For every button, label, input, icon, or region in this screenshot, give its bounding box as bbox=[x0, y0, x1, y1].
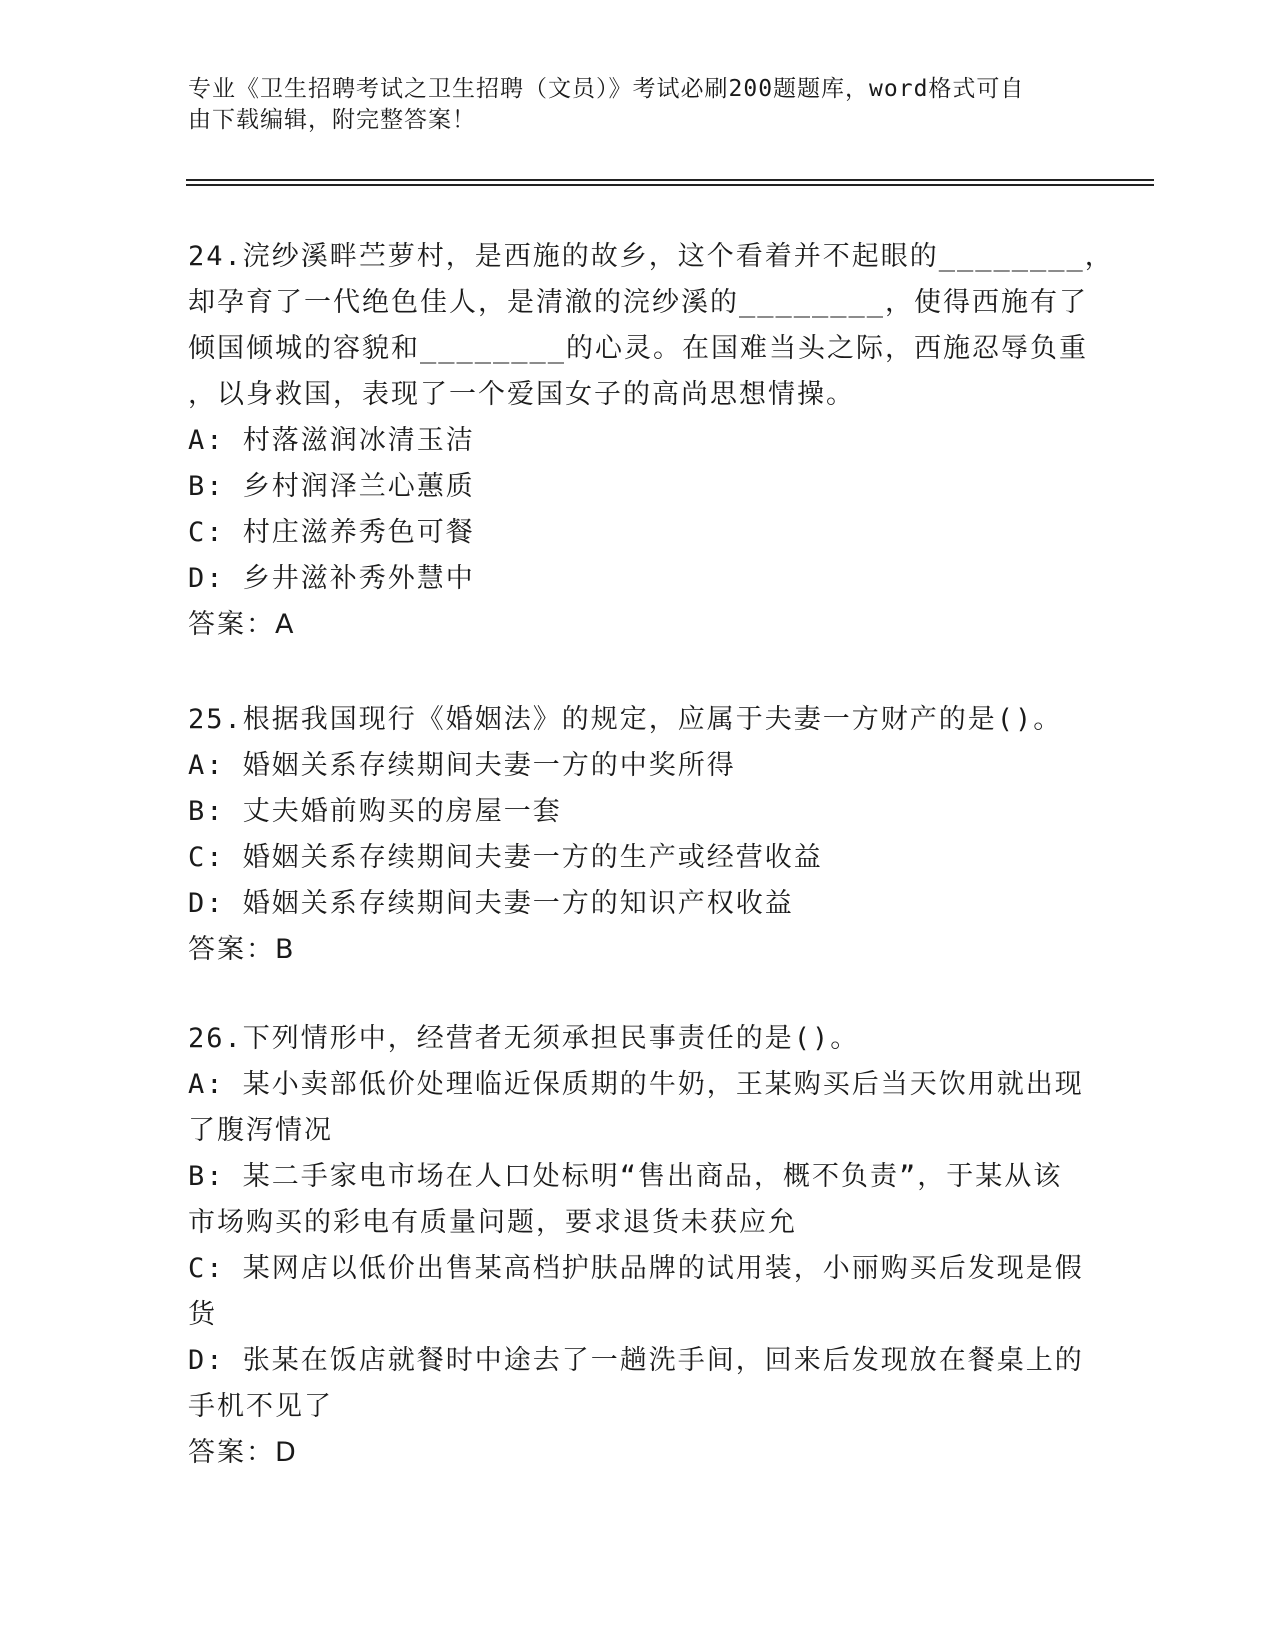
option-d: D: 婚姻关系存续期间夫妻一方的知识产权收益 bbox=[188, 888, 794, 919]
answer-label: 答案：D bbox=[188, 1437, 298, 1468]
option-b: B: 乡村润泽兰心蕙质 bbox=[188, 471, 475, 502]
question-stem-line: 26.下列情形中，经营者无须承担民事责任的是()。 bbox=[188, 1023, 860, 1054]
header-rule-bottom bbox=[186, 184, 1154, 186]
option-b: B: 丈夫婚前购买的房屋一套 bbox=[188, 796, 562, 827]
header-line-2: 由下载编辑，附完整答案！ bbox=[188, 107, 476, 133]
option-b-continued: 市场购买的彩电有质量问题，要求退货未获应允 bbox=[188, 1207, 797, 1238]
option-d-continued: 手机不见了 bbox=[188, 1391, 333, 1422]
answer-label: 答案：B bbox=[188, 934, 296, 965]
option-c-continued: 货 bbox=[188, 1299, 217, 1330]
question-26 bbox=[188, 1016, 1084, 1476]
question-stem-line: 24.浣纱溪畔苎萝村，是西施的故乡，这个看着并不起眼的________， bbox=[188, 241, 1114, 272]
question-stem-line: 却孕育了一代绝色佳人，是清澈的浣纱溪的________，使得西施有了 bbox=[188, 287, 1089, 318]
header-rule-top bbox=[186, 179, 1154, 181]
question-stem-line: ，以身救国，表现了一个爱国女子的高尚思想情操。 bbox=[188, 379, 855, 410]
option-a: A: 婚姻关系存续期间夫妻一方的中奖所得 bbox=[188, 750, 736, 781]
document-header bbox=[188, 74, 1068, 136]
option-a: A: 村落滋润冰清玉洁 bbox=[188, 425, 475, 456]
option-c: C: 婚姻关系存续期间夫妻一方的生产或经营收益 bbox=[188, 842, 823, 873]
option-b: B: 某二手家电市场在人口处标明“售出商品，概不负责”，于某从该 bbox=[188, 1161, 1063, 1192]
question-stem-line: 25.根据我国现行《婚姻法》的规定，应属于夫妻一方财产的是()。 bbox=[188, 704, 1063, 735]
option-a: A: 某小卖部低价处理临近保质期的牛奶，王某购买后当天饮用就出现 bbox=[188, 1069, 1084, 1100]
option-d: D: 张某在饭店就餐时中途去了一趟洗手间，回来后发现放在餐桌上的 bbox=[188, 1345, 1084, 1376]
question-24 bbox=[188, 234, 1114, 648]
option-c: C: 某网店以低价出售某高档护肤品牌的试用装，小丽购买后发现是假 bbox=[188, 1253, 1084, 1284]
option-a-continued: 了腹泻情况 bbox=[188, 1115, 333, 1146]
answer-label: 答案：A bbox=[188, 609, 296, 640]
question-stem-line: 倾国倾城的容貌和________的心灵。在国难当头之际，西施忍辱负重 bbox=[188, 333, 1089, 364]
question-25 bbox=[188, 697, 1073, 973]
option-d: D: 乡井滋补秀外慧中 bbox=[188, 563, 475, 594]
header-line-1: 专业《卫生招聘考试之卫生招聘（文员）》考试必刷200题题库，word格式可自 bbox=[188, 76, 1025, 102]
option-c: C: 村庄滋养秀色可餐 bbox=[188, 517, 475, 548]
